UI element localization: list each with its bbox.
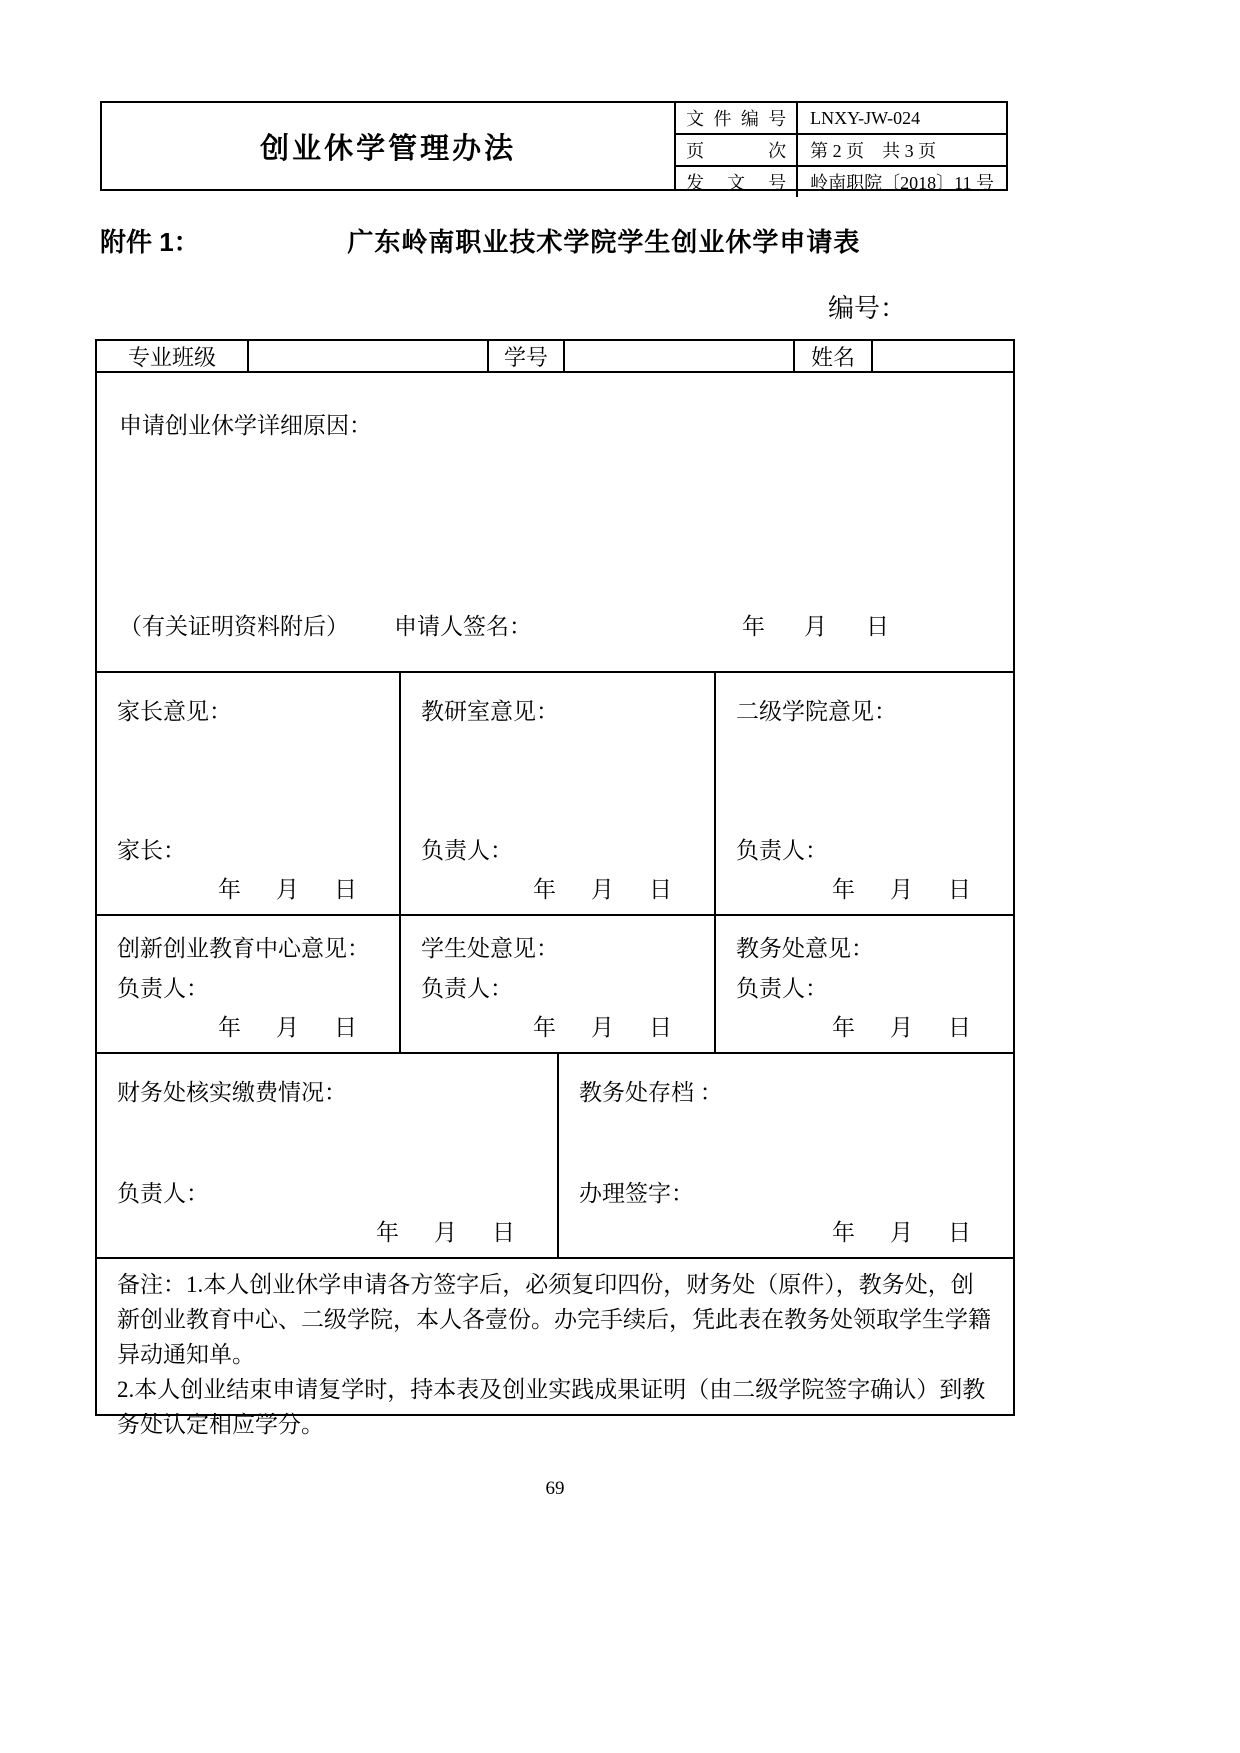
blank-write-area bbox=[117, 963, 379, 970]
document-title: 创业休学管理办法 bbox=[102, 103, 676, 189]
remarks-line-1: 备注：1.本人创业休学申请各方签字后，必须复印四份，财务处（原件），教务处，创新创业教育中心、二级学院，本人各壹份。办完手续后，凭此表在教务处领取学生学籍异动通知单。 bbox=[117, 1272, 991, 1367]
signer-label: 负责人： bbox=[117, 976, 209, 1001]
attachment-label: 附件 1： bbox=[100, 227, 200, 257]
signer-label: 负责人： bbox=[421, 976, 513, 1001]
signer-label: 负责人： bbox=[421, 838, 513, 863]
blank-write-area bbox=[736, 726, 993, 832]
issue-number-label-cell bbox=[676, 167, 798, 197]
date-placeholder: 年 月 日 bbox=[218, 877, 363, 902]
remarks-line-2: 2.本人创业结束申请复学时，持本表及创业实践成果证明（由二级学院签字确认）到教务处认定相应学分。 bbox=[117, 1377, 986, 1437]
opinions-row-2 bbox=[97, 914, 1013, 1052]
attachment-heading bbox=[100, 222, 1008, 259]
date-placeholder: 年 月 日 bbox=[832, 877, 977, 902]
page-label-cell bbox=[676, 135, 798, 165]
opinion-title: 教研室意见： bbox=[421, 699, 559, 724]
student-affairs-opinion-cell bbox=[399, 916, 714, 1052]
applicant-signature-label: 申请人签名： bbox=[394, 614, 532, 639]
date-placeholder: 年 月 日 bbox=[533, 877, 678, 902]
major-class-value-cell bbox=[247, 341, 487, 371]
application-form-table bbox=[95, 339, 1015, 1437]
blank-write-area bbox=[117, 1107, 537, 1175]
issue-number-value: 岭南职院〔2018〕11 号 bbox=[810, 173, 994, 193]
file-number-label: 文 件 编 号 bbox=[686, 109, 787, 129]
secondary-college-opinion-cell bbox=[714, 673, 1013, 914]
student-id-label: 学号 bbox=[487, 341, 563, 371]
opinion-title: 家长意见： bbox=[117, 699, 232, 724]
header-table bbox=[100, 101, 1008, 191]
serial-number-label: 编号： bbox=[828, 294, 907, 323]
date-placeholder: 年 月 日 bbox=[742, 614, 897, 639]
parent-opinion-cell bbox=[97, 673, 399, 914]
opinion-title: 教务处存档 ： bbox=[579, 1080, 723, 1105]
date-placeholder: 年 月 日 bbox=[218, 1015, 363, 1040]
signer-label: 家长： bbox=[117, 838, 186, 863]
form-title: 广东岭南职业技术学院学生创业休学申请表 bbox=[347, 227, 861, 257]
signer-label: 办理签字： bbox=[579, 1181, 694, 1206]
reason-footer bbox=[119, 608, 991, 641]
header-meta bbox=[676, 103, 1006, 193]
page-label: 页 次 bbox=[686, 141, 787, 161]
signer-label: 负责人： bbox=[736, 976, 828, 1001]
blank-write-area bbox=[579, 1107, 993, 1175]
blank-write-area bbox=[117, 726, 379, 832]
name-label: 姓名 bbox=[793, 341, 871, 371]
file-number-value: LNXY-JW-024 bbox=[810, 107, 921, 128]
date-placeholder: 年 月 日 bbox=[533, 1015, 678, 1040]
issue-number-label: 发 文 号 bbox=[686, 173, 787, 193]
opinions-row-1 bbox=[97, 671, 1013, 914]
signer-label: 负责人： bbox=[117, 1181, 209, 1206]
opinion-title: 创新创业教育中心意见： bbox=[117, 936, 370, 961]
page-value: 第 2 页 共 3 页 bbox=[810, 141, 937, 161]
opinion-title: 财务处核实缴费情况： bbox=[117, 1080, 347, 1105]
opinion-title: 教务处意见： bbox=[736, 936, 874, 961]
opinion-title: 学生处意见： bbox=[421, 936, 559, 961]
date-placeholder: 年 月 日 bbox=[832, 1220, 977, 1245]
issue-number-row bbox=[676, 167, 1006, 197]
blank-write-area bbox=[421, 726, 694, 832]
name-value-cell bbox=[871, 341, 1013, 371]
page-number-row bbox=[676, 135, 1006, 167]
opinion-title: 二级学院意见： bbox=[736, 699, 897, 724]
page-number: 69 bbox=[545, 1478, 565, 1499]
reason-label: 申请创业休学详细原因： bbox=[119, 413, 372, 438]
identity-row bbox=[97, 341, 1013, 371]
major-class-label: 专业班级 bbox=[127, 344, 216, 370]
reason-row bbox=[97, 371, 1013, 671]
remarks-cell bbox=[97, 1259, 1013, 1437]
teaching-office-opinion-cell bbox=[399, 673, 714, 914]
finance-archive-row bbox=[97, 1052, 1013, 1257]
file-number-label-cell bbox=[676, 103, 798, 133]
student-id-value-cell bbox=[563, 341, 793, 371]
attachment-note: （有关证明资料附后） bbox=[119, 614, 349, 639]
date-placeholder: 年 月 日 bbox=[376, 1220, 521, 1245]
innovation-center-opinion-cell bbox=[97, 916, 399, 1052]
file-number-row bbox=[676, 103, 1006, 135]
academic-affairs-opinion-cell bbox=[714, 916, 1013, 1052]
blank-write-area bbox=[421, 963, 694, 970]
blank-write-area bbox=[736, 963, 993, 970]
remarks-row bbox=[97, 1257, 1013, 1437]
reason-cell bbox=[97, 373, 1013, 671]
signer-label: 负责人： bbox=[736, 838, 828, 863]
finance-verification-cell bbox=[97, 1054, 557, 1257]
academic-archive-cell bbox=[557, 1054, 1013, 1257]
date-placeholder: 年 月 日 bbox=[832, 1015, 977, 1040]
